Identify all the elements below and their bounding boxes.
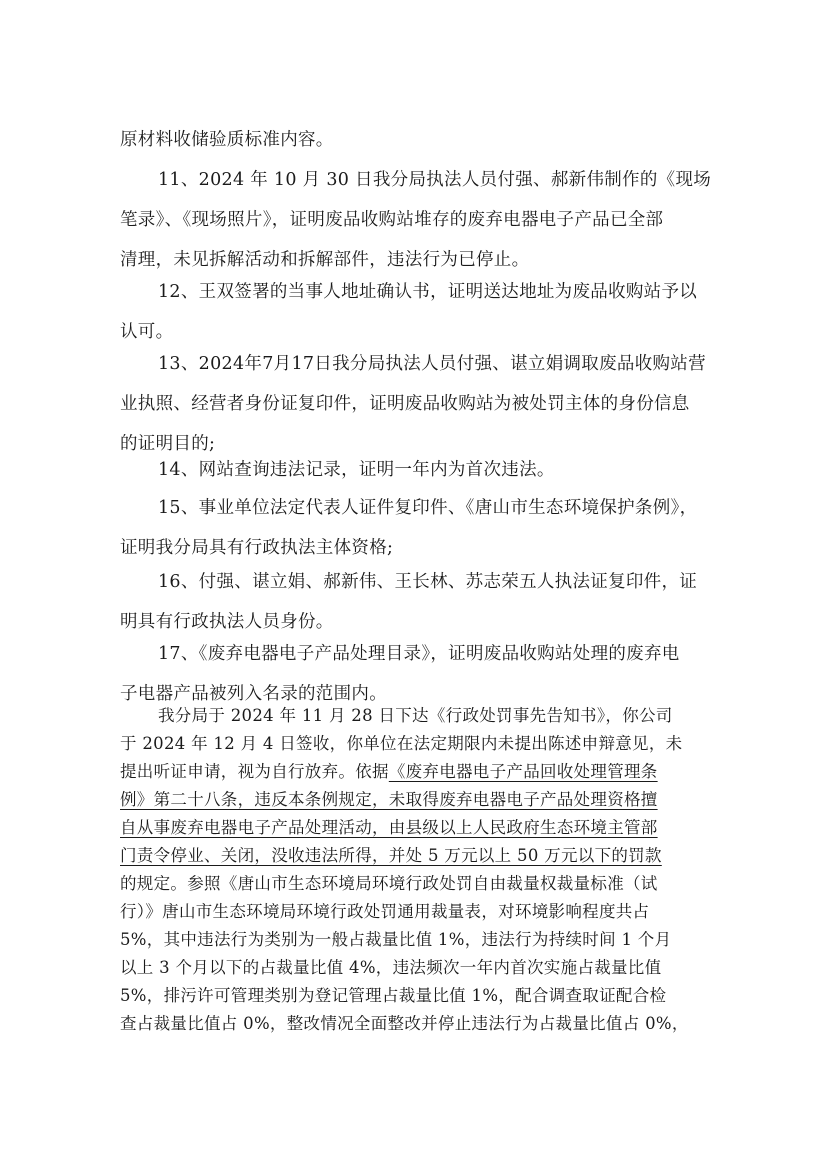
text-line: 5%，排污许可管理类别为登记管理占裁量比值 1%，配合调查取证配合检 — [120, 986, 667, 1005]
text-line: 认可。 — [120, 322, 174, 342]
text-line: 14、网站查询违法记录，证明一年内为首次违法。 — [158, 460, 555, 480]
text-line: 明具有行政执法人员身份。 — [120, 612, 334, 632]
paragraph-item-15 — [120, 488, 740, 568]
text-line: 16、付强、谌立娟、郝新伟、王长林、苏志荣五人执法证复印件，证 — [158, 572, 698, 592]
paragraph-continuation — [120, 120, 740, 160]
text-line: 5%，其中违法行为类别为一般占裁量比值 1%，违法行为持续时间 1 个月 — [120, 930, 672, 949]
text-line: 15、事业单位法定代表人证件复印件、《唐山市生态环境保护条例》， — [158, 498, 698, 518]
paragraph-item-12 — [120, 272, 740, 352]
text-line: 17、《废弃电器电子产品处理目录》，证明废品收购站处理的废弃电 — [158, 644, 680, 664]
text-line: 证明我分局具有行政执法主体资格; — [120, 538, 394, 558]
text-line: 业执照、经营者身份证复印件，证明废品收购站为被处罚主体的身份信息 — [120, 394, 690, 414]
paragraph-item-16 — [120, 562, 740, 642]
text-line: 子电器产品被列入名录的范围内。 — [120, 684, 387, 704]
text-segment: 提出听证申请，视为自行放弃。依据 — [120, 762, 389, 781]
text-line: 于 2024 年 12 月 4 日签收，你单位在法定期限内未提出陈述申辩意见，未 — [120, 734, 683, 753]
text-line — [120, 758, 740, 786]
text-line: 的规定。参照《唐山市生态环境局环境行政处罚自由裁量权裁量标准（试 — [120, 874, 658, 893]
paragraph-item-13 — [120, 344, 740, 464]
text-line: 的证明目的; — [120, 434, 216, 454]
text-line: 以上 3 个月以下的占裁量比值 4%，违法频次一年内首次实施占裁量比值 — [120, 958, 662, 977]
text-line: 清理，未见拆解活动和拆解部件，违法行为已停止。 — [120, 250, 530, 270]
paragraph-item-14 — [120, 450, 740, 490]
paragraph-decision — [120, 702, 740, 1038]
underlined-citation-line: 门责令停业、关闭，没收违法所得，并处 5 万元以上 50 万元以下的罚款 — [120, 846, 662, 865]
text-line: 13、2024年7月17日我分局执法人员付强、谌立娟调取废品收购站营 — [158, 354, 706, 374]
text-line: 我分局于 2024 年 11 月 28 日下达《行政处罚事先告知书》，你公司 — [158, 706, 673, 725]
underlined-citation: 《废弃电器电子产品回收处理管理条 — [388, 762, 658, 781]
text-line: 笔录》、《现场照片》，证明废品收购站堆存的废弃电器电子产品已全部 — [120, 210, 664, 230]
text-line: 查占裁量比值占 0%，整改情况全面整改并停止违法行为占裁量比值占 0%， — [120, 1014, 689, 1033]
text-line: 行）》唐山市生态环境局环境行政处罚通用裁量表，对环境影响程度共占 — [120, 902, 650, 921]
underlined-citation-line: 例》第二十八条，违反本条例规定，未取得废弃电器电子产品处理资格擅 — [120, 790, 658, 809]
text-line: 原材料收储验质标准内容。 — [120, 130, 334, 150]
text-line: 11、2024 年 10 月 30 日我分局执法人员付强、郝新伟制作的《现场 — [158, 170, 712, 190]
underlined-citation-line: 自从事废弃电器电子产品处理活动，由县级以上人民政府生态环境主管部 — [120, 818, 658, 837]
paragraph-item-11 — [120, 160, 740, 280]
text-line: 12、王双签署的当事人地址确认书，证明送达地址为废品收购站予以 — [158, 282, 698, 302]
